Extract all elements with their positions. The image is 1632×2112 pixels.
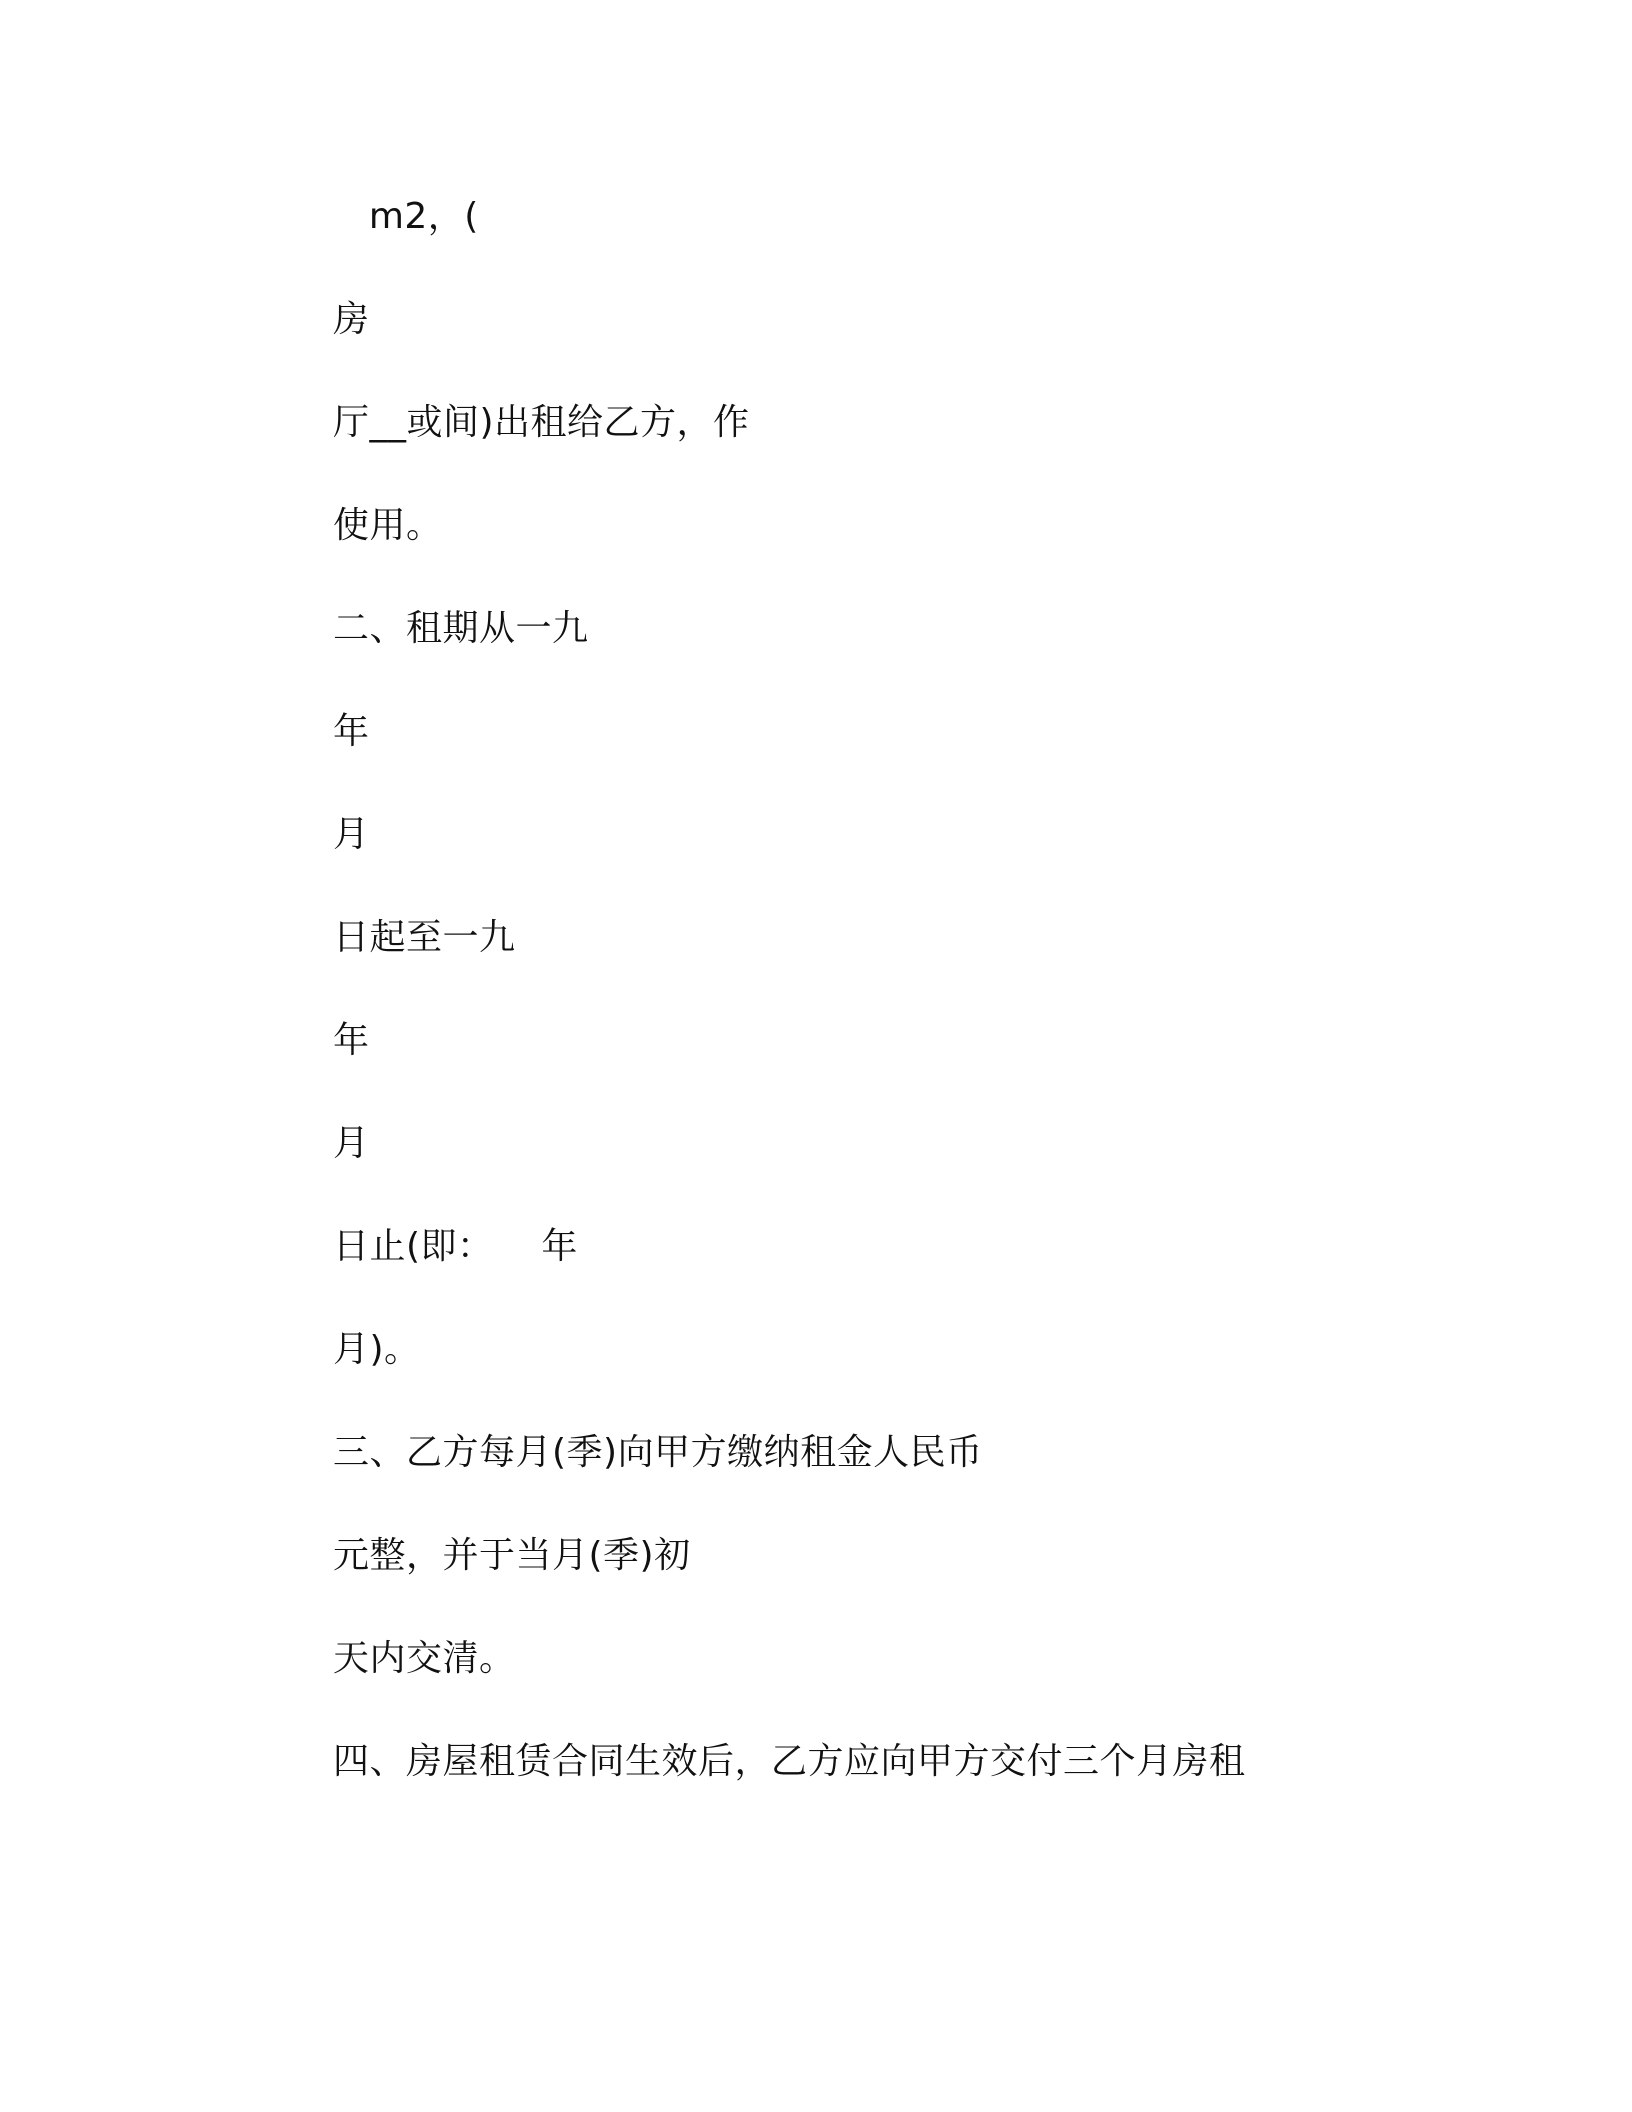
text-line: 月 — [333, 1123, 370, 1164]
text-line: 二、租期从一九 — [333, 608, 589, 649]
text-line: 元整，并于当月(季)初 — [333, 1535, 691, 1576]
text-line: 年 — [333, 1020, 370, 1061]
text-line: 四、房屋租赁合同生效后，乙方应向甲方交付三个月房租 — [333, 1741, 1246, 1782]
text-line: m2，( — [333, 196, 479, 237]
text-line: 使用。 — [333, 505, 443, 546]
text-line: 房 — [333, 299, 370, 340]
text-line: 厅__或间)出租给乙方，作 — [333, 402, 750, 443]
text-line: 月)。 — [333, 1329, 421, 1370]
text-line: 年 — [333, 711, 370, 752]
text-line: 月 — [333, 814, 370, 855]
text-line: 日起至一九 — [333, 917, 516, 958]
text-line: 天内交清。 — [333, 1638, 516, 1679]
text-line: 三、乙方每月(季)向甲方缴纳租金人民币 — [333, 1432, 983, 1473]
text-line: 日止(即： 年 — [333, 1226, 578, 1267]
